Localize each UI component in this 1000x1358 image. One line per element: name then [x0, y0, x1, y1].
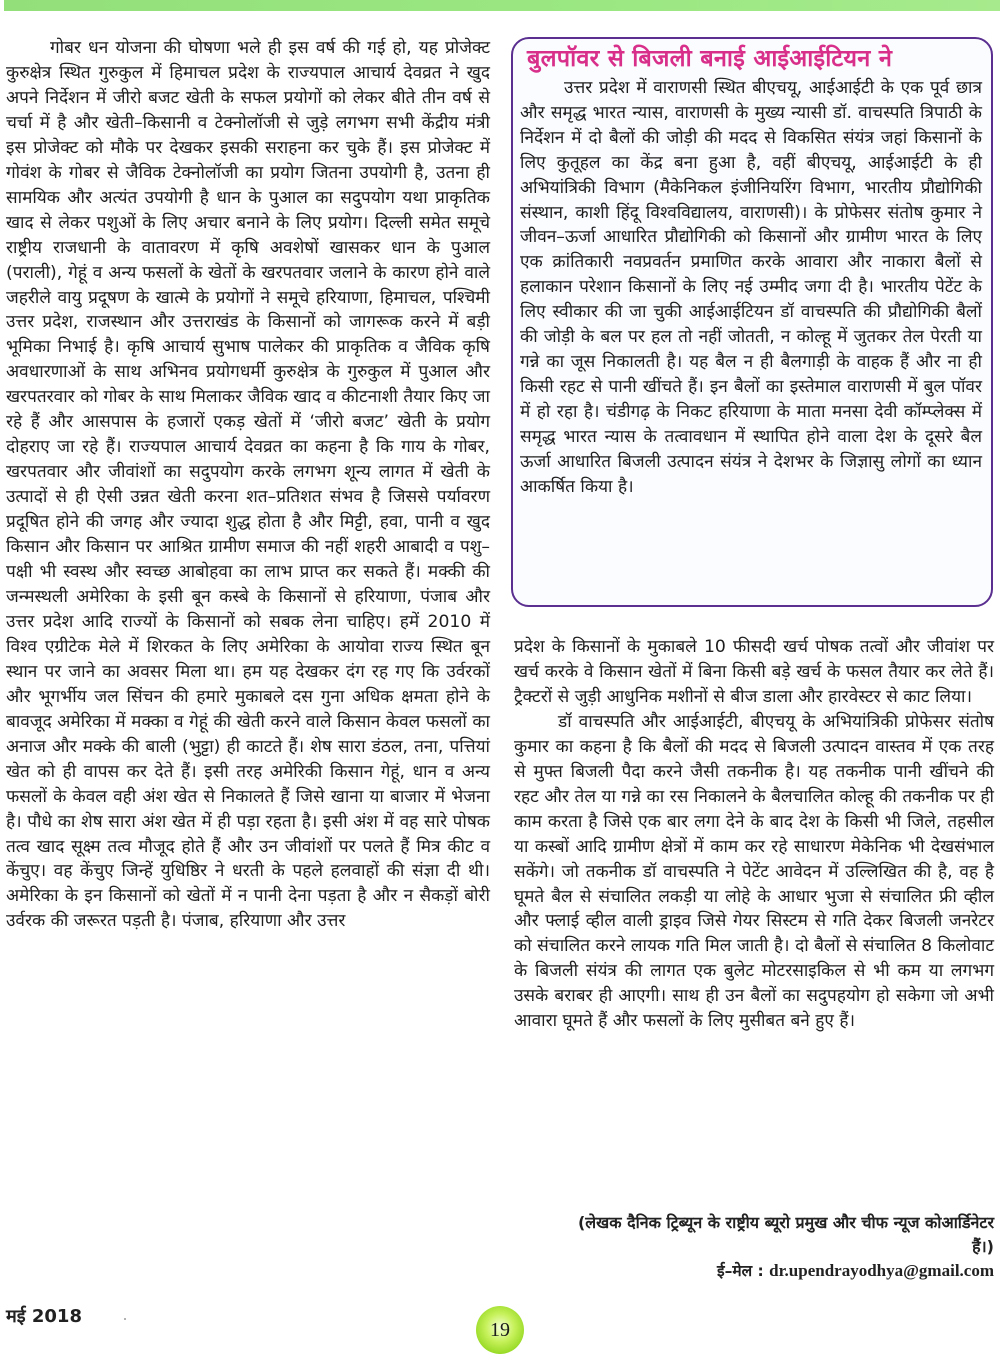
print-speck [124, 1318, 126, 1320]
author-email-line [600, 1259, 994, 1281]
page-number-badge [476, 1306, 524, 1354]
sidebar-box-body [520, 76, 982, 499]
article-paragraph: प्रदेश के किसानों के मुकाबले 10 फीसदी खर्च पोषक तत्वों और जीवांश पर खर्च करके वे किसान खेतों में बिना किसी बड़े खर्च के फसल तैयार कर लेते हैं। ट्रैक्टरों से जुड़ी आधुनिक मशीनों से बीज डाला और हारवेस्टर से काट लिया। [514, 637, 994, 707]
page-number: 19 [490, 1318, 510, 1341]
issue-date: मई 2018 [6, 1306, 82, 1327]
sidebar-box-title: बुलपॉवर से बिजली बनाई आईआईटियन ने [527, 44, 893, 72]
article-paragraph: डॉ वाचस्पति और आईआईटी, बीएचयू के अभियांत्रिकी प्रोफेसर संतोष कुमार का कहना है कि बैलों की मदद से बिजली उत्पादन वास्तव में एक तरह से मुफ्त बिजली पैदा करने जैसी तकनीक है। यह तकनीक पानी खींचने की रहट और तेल या गन्ने का रस निकालने के बैलचालित कोल्हू की तकनीक पर ही काम करता है जिसे एक बार लगा देने के बाद देश के किसी भी जिले, तहसील या कस्बों आदि ग्रामीण क्षेत्रों में काम कर रहे साधारण मेकेनिक भी देखसंभाल सकेंगे। जो तकनीक डॉ वाचस्पति ने पेटेंट आवेदन में उल्लिखित की है, वह है घूमते बैल से संचालित लकड़ी या लोहे के आधार भुजा से संचालित फ्री व्हील और फ्लाई व्हील वाली ड्राइव जिसे गेयर सिस्टम से गति देकर बिजली जनरेटर को संचालित करने लायक गति मिल जाती है। दो बैलों से संचालित 8 किलोवाट के बिजली संयंत्र की लागत एक बुलेट मोटरसाइकिल से भी कम या लगभग उसके बराबर ही आएगी। साथ ही उन बैलों का सदुपहयोग हो सकेगा जो अभी आवारा घूमते हैं और फसलों के लिए मुसीबत बने हुए हैं। [514, 711, 994, 1032]
author-byline: (लेखक दैनिक ट्रिब्यून के राष्ट्रीय ब्यूरो प्रमुख और चीफ न्यूज कोआर्डिनेटर हैं।) [577, 1213, 994, 1256]
sidebar-box [511, 37, 993, 607]
sidebar-paragraph: उत्तर प्रदेश में वाराणसी स्थित बीएचयू, आईआईटी के एक पूर्व छात्र और समृद्ध भारत न्यास, वाराणसी के मुख्य न्यासी डॉ. वाचस्पति त्रिपाठी के निर्देशन में दो बैलों की जोड़ी की मदद से विकसित संयंत्र जहां किसानों के लिए कुतूहल का केंद्र बना हुआ है, वहीं बीएचयू, आईआईटी के ही अभियांत्रिकी विभाग (मैकेनिकल इंजीनियरिंग विभाग, भारतीय प्रौद्योगिकी संस्थान, काशी हिंदू विश्वविद्यालय, वाराणसी)। के प्रोफेसर संतोष कुमार ने जीवन–ऊर्जा आधारित प्रौद्योगिकी को किसानों और ग्रामीण भारत के लिए एक क्रांतिकारी नवप्रवर्तन प्रमाणित करके आवारा और नाकारा बैलों से हलाकान परेशान किसानों के लिए नई उम्मीद जगा दी है। भारतीय पेटेंट के लिए स्वीकार की जा चुकी आईआईटियन डॉ वाचस्पति की प्रौद्योगिकी बैलों की जोड़ी के बल पर हल तो नहीं जोतती, न कोल्हू में जुतकर तेल पेरती या गन्ने का जूस निकालती है। यह बैल न ही बैलगाड़ी के वाहक हैं और ना ही किसी रहट से पानी खींचते हैं। इन बैलों का इस्तेमाल वाराणसी में बुल पॉवर में हो रहा है। चंडीगढ़ के निकट हरियाणा के माता मनसा देवी कॉम्प्लेक्स में समृद्ध भारत न्यास के तत्वावधान में स्थापित होने वाला देश के दूसरे बैल ऊर्जा आधारित बिजली उत्पादन संयंत्र ने देशभर के जिज्ञासु लोगों का ध्यान आकर्षित किया है। [520, 78, 982, 497]
left-article-column [6, 36, 490, 934]
article-paragraph: गोबर धन योजना की घोषणा भले ही इस वर्ष की गई हो, यह प्रोजेक्ट कुरुक्षेत्र स्थित गुरुकुल में हिमाचल प्रदेश के राज्यपाल आचार्य देवव्रत ने खुद अपने निर्देशन में जीरो बजट खेती के सफल प्रयोगों को लेकर बीते तीन वर्ष से चर्चा में है और खेती–किसानी व टेक्नोलॉजी से जुड़े लगभग सभी केंद्रीय मंत्री इस प्रोजेक्ट को मौके पर देखकर इसकी सराहना कर चुके हैं। इस प्रोजेक्ट में गोवंश के गोबर से जैविक टेक्नोलॉजी का प्रयोग जितना उपयोगी है, उतना ही सामयिक और अत्यंत उपयोगी है धान के पुआल का सदुपयोग यथा प्राकृतिक खाद से लेकर पशुओं के लिए अचार बनाने के लिए प्रयोग। दिल्ली समेत समूचे राष्ट्रीय राजधानी के वातावरण में कृषि अवशेषों खासकर धान के पुआल (पराली), गेहूं व अन्य फसलों के खेतों के खरपतवार जलाने के कारण होने वाले जहरीले वायु प्रदूषण के खात्मे के प्रयोगों ने समूचे हरियाणा, हिमाचल, पश्चिमी उत्तर प्रदेश, राजस्थान और उत्तराखंड के किसानों को जागरूक करने में बड़ी भूमिका निभाई है। कृषि आचार्य सुभाष पालेकर की प्राकृतिक व जैविक कृषि अवधारणाओं के साथ अभिनव प्रयोगधर्मी कुरुक्षेत्र के गुरुकुल में पुआल और खरपतरवार को गोबर के साथ मिलाकर जैविक खाद व कीटनाशी तैयार किए जा रहे हैं और आसपास के हजारों एकड़ खेतों में ‘जीरो बजट’ खेती के प्रयोग दोहराए जा रहे हैं। राज्यपाल आचार्य देवव्रत का कहना है कि गाय के गोबर, खरपतवार और जीवांशों का सदुपयोग करके लगभग शून्य लागत में खेती के उत्पादों से ही ऐसी उन्नत खेती करना शत–प्रतिशत संभव है जिससे पर्यावरण प्रदूषित होने की जगह और ज्यादा शुद्ध होता है और मिट्टी, हवा, पानी व खुद किसान और किसान पर आश्रित ग्रामीण समाज की नहीं शहरी आबादी व पशु–पक्षी भी स्वस्थ और स्वच्छ आबोहवा का लाभ प्राप्त कर सकते हैं। मक्की की जन्मस्थली अमेरिका के इसी बून कस्बे के किसानों से हरियाणा, पंजाब और उत्तर प्रदेश आदि राज्यों के किसानों को सबक लेना चाहिए। हमें 2010 में विश्व एग्रीटेक मेले में शिरकत के लिए अमेरिका के आयोवा राज्य स्थित बून स्थान पर जाने का अवसर मिला था। हम यह देखकर दंग रह गए कि उर्वरकों और भूगर्भीय जल सिंचन की हमारे मुकाबले दस गुना अधिक क्षमता होने के बावजूद अमेरिका में मक्का व गेहूं की खेती करने वाले किसान केवल फसलों का अनाज और मक्के की बाली (भुट्टा) ही काटते हैं। शेष सारा डंठल, तना, पत्तियां खेत को ही वापस कर देते हैं। इसी तरह अमेरिकी किसान गेहूं, धान व अन्य फसलों के केवल वही अंश खेत से निकालते हैं जिसे खाना या बाजार में भेजना है। पौधे का शेष सारा अंश खेत में ही पड़ा रहता है। इसी अंश में वह सारे पोषक तत्व खाद सूक्ष्म तत्व मौजूद होते हैं और उन जीवांशों पर पलते हैं मित्र कीट व केंचुए। वह केंचुए जिन्हें युधिष्ठिर ने धरती के पहले हलवाहों की संज्ञा दी थी। अमेरिका के इन किसानों को खेतों में न पानी देना पड़ता है और न सैकड़ों बोरी उर्वरक की जरूरत पड़ती है। पंजाब, हरियाणा और उत्तर [6, 38, 490, 932]
email-address: dr.upendrayodhya@gmail.com [769, 1261, 994, 1280]
header-color-band [4, 0, 1000, 11]
email-label: ई–मेल : [716, 1262, 764, 1280]
right-article-column [514, 635, 994, 1034]
